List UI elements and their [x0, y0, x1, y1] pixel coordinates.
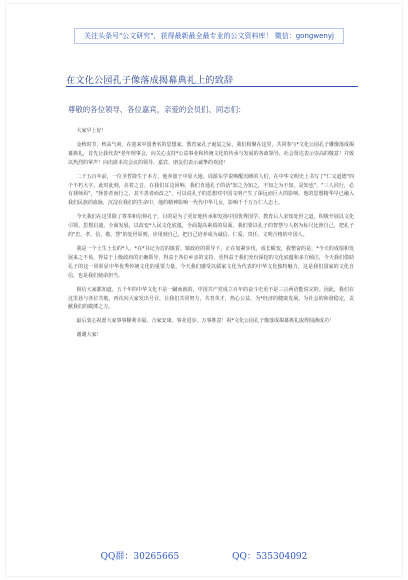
paragraph: 相信大家都知道，五千年的中华文化不是一蹴而就的，中国共产党成立百年的奋斗史更不是三言两语能说完的。因此，我们在这里恳与各位共勉，再次向大家发出号召，让我们共同努力，共育英才，热心公益，为*经济的健康发展，为社会的和谐稳定，贡献我们的微薄之力。: [68, 286, 354, 311]
footer-contact: [6, 549, 402, 562]
paragraph: 大家早上好！: [76, 128, 107, 134]
document-page: [6, 4, 402, 576]
paragraph: 我是一个土生土长的*人，*在*书记为首的镇着、镇政府的领导下，正在加紧步伐，成长蜕变，我整奋的是，*今天的成绩和发展来之不易，得益于上级政府的正确领导，得益于各位乡亲的支持，更得益于我们充份深挖的文化底蕴和多方倾注，今天我们借助孔子的这一同彰显中华优秀传统文化的重要力量，今天我们感受以儒家文化为代表的中华文化独特魅力，这是我们国家的文化自信，也是我们使命担当。: [68, 245, 354, 279]
paragraph: 今天我们在这里除了尊奉和信仰孔子，目的是为了更好地传承和发扬中国优秀国学，教育后人求知处世之道，积极开展以文化引领、思想启迪、全面发展，以改变*人民文化底蕴，全面提高素质的局面，我们要以孔子的智慧与人格为标尺比照自己，把孔子的"忠、孝、信、敬、慧"的处世原则，应用到自己，把自己培养成为诚信、仁爱、贵任、文明合格的中国人。: [68, 214, 354, 239]
paragraph: 最后衷心祝愿大家事事顺利幸福、合家安康、事业进步、万事胜意！祝*文化公园孔子像落成揭幕典礼取得圆满成功！: [76, 318, 335, 325]
greeting-line: 尊敬的各位领导、各位嘉宾，亲爱的会员们、同志们：: [68, 105, 246, 114]
speech-body: [68, 127, 354, 345]
promo-banner: 关注头条号"公文研究"，获得最新最全最专业的公文资料库！ 微信：gongwenyj: [74, 28, 344, 44]
page-title: 在文化公园孔子像落成揭幕典礼上的致辞: [66, 75, 234, 86]
qq-group-number: QQ群：30265665: [100, 552, 180, 562]
paragraph: 谢谢大家！: [76, 332, 102, 339]
paragraph: 金秋时节，秋高气爽。在迎来中国著名的思想家、教育家孔子诞辰之际，我们相聚在这里，共同参与*文化公园孔子雕像落成揭幕典礼，首先让我代表*老年理事会，向关心支持*公益事业和传统文化的传承与发展的各政领导、社会贤达表示崇高的敬意！并致以热烈的掌声！向出席本次会议的领导、嘉宾、朋友们表示诚挚的欢迎！: [68, 141, 355, 166]
qq-number: QQ：535304092: [232, 552, 308, 562]
title-underline: [66, 86, 358, 87]
paragraph: 二千五百年前，一位圣哲降生于本方，他奔波于中原大地、周游东学说唤醒沉睡的人们，在中华文明史上书写了"仁义道德"四个不朽大字，此时此刻，亮着之音，在我们耳边回响，我们肯通孔子的话"知之为知之，不知之为不知，是知也"，"三人同行，必有我师焉"，"择善者而行之，其不善者而改之"，可以说孔子的思想对中国文明产生了深远而巨大的影响，他的思想精华早已融入我们民族的血脉，沉淀在我们的生命中，他的精神影响一代代中华儿女，影响千千万万仁人志士。: [68, 173, 354, 207]
